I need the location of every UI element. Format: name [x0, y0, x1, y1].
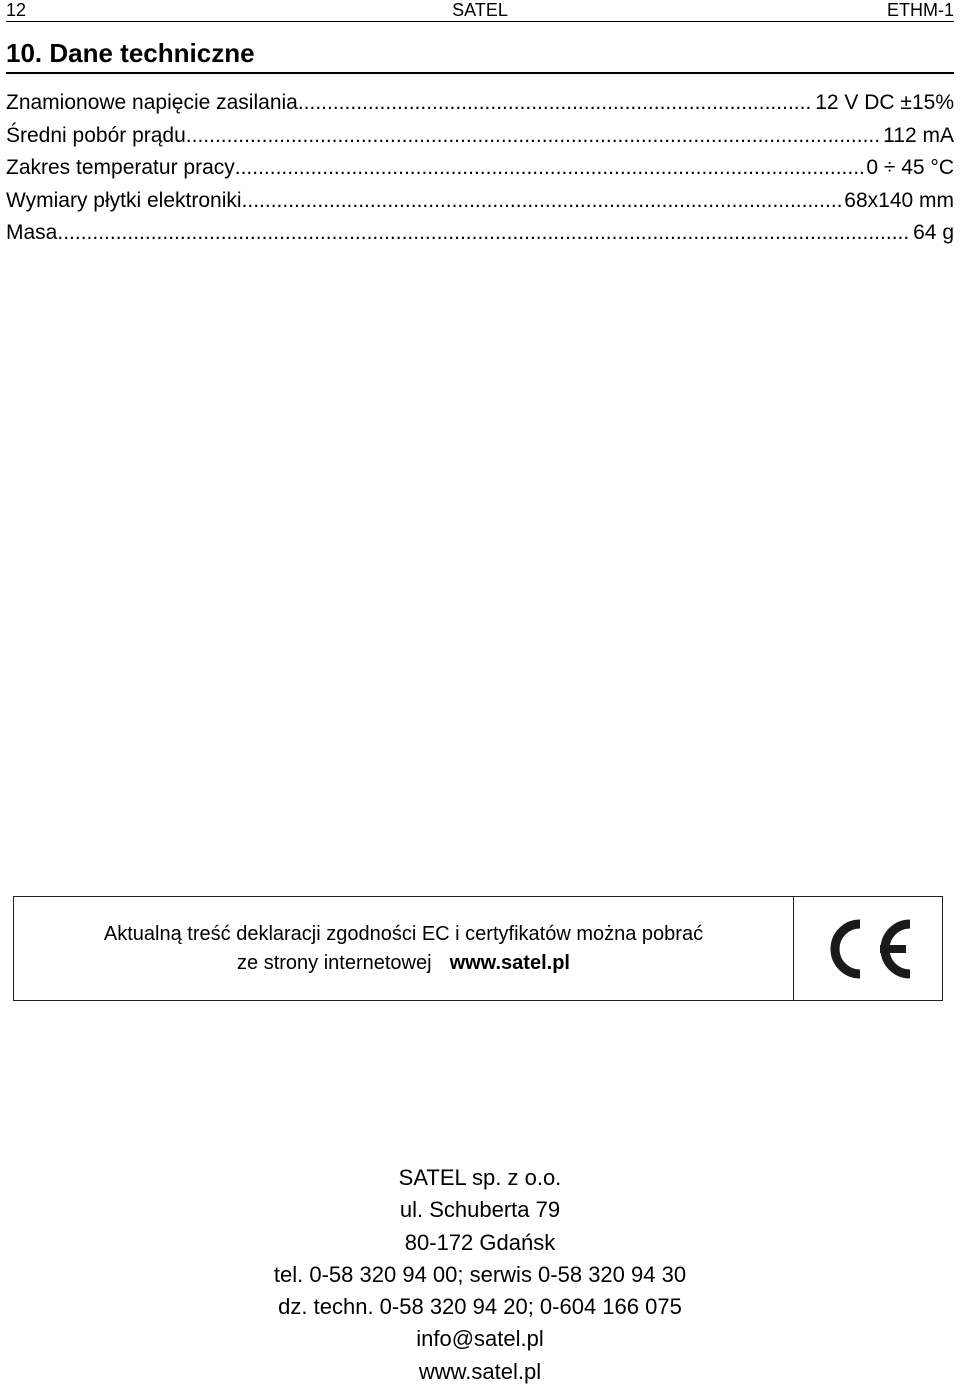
spec-row-supply-voltage	[6, 87, 954, 120]
dot-leader	[57, 217, 911, 250]
spec-value: 64 g	[913, 221, 954, 244]
spec-label: Średni pobór prądu	[6, 123, 186, 147]
ce-mark-icon	[820, 915, 916, 983]
spec-label: Masa	[6, 221, 58, 244]
dot-leader	[186, 120, 881, 153]
company-email[interactable]: info@satel.pl	[416, 1326, 544, 1352]
declaration-box	[13, 896, 943, 1001]
company-city: 80-172 Gdańsk	[404, 1229, 556, 1255]
spec-label: Wymiary płytki elektroniki	[6, 188, 242, 212]
spec-row-temperature-range	[6, 152, 954, 185]
company-name: SATEL sp. z o.o.	[398, 1165, 562, 1190]
spec-list	[6, 87, 954, 250]
spec-value: 12 V DC ±15%	[815, 91, 954, 114]
dot-leader	[235, 152, 865, 185]
declaration-line-1: Aktualną treść deklaracji zgodności EC i certyfikatów można pobrać	[103, 922, 704, 945]
declaration-text	[14, 897, 794, 1000]
declaration-line-2-text: ze strony internetowej	[237, 951, 432, 974]
spec-value: 112 mA	[883, 123, 954, 147]
header-brand: SATEL	[452, 0, 508, 20]
company-contact-block	[0, 1162, 960, 1388]
spec-label: Zakres temperatur pracy	[6, 156, 235, 179]
company-tech-support: dz. techn. 0-58 320 94 20; 0-604 166 075	[278, 1294, 682, 1320]
spec-row-mass	[6, 217, 954, 250]
company-street: ul. Schuberta 79	[399, 1197, 561, 1223]
spec-value: 0 ÷ 45 °C	[866, 156, 954, 179]
section-title: 10. Dane techniczne	[6, 36, 954, 74]
dot-leader	[242, 185, 843, 218]
spec-label: Znamionowe napięcie zasilania	[6, 91, 298, 114]
dot-leader	[298, 87, 813, 120]
spec-row-board-dimensions	[6, 185, 954, 218]
page-number: 12	[6, 0, 27, 20]
ce-mark-cell	[794, 897, 942, 1000]
spec-value: 68x140 mm	[844, 188, 954, 212]
company-phone: tel. 0-58 320 94 00; serwis 0-58 320 94 30	[273, 1261, 687, 1287]
company-website[interactable]: www.satel.pl	[418, 1358, 542, 1384]
declaration-line-2	[237, 949, 570, 978]
spec-row-current-draw	[6, 120, 954, 153]
running-header	[6, 0, 954, 22]
declaration-url[interactable]: www.satel.pl	[449, 951, 570, 974]
header-model: ETHM-1	[887, 0, 954, 20]
